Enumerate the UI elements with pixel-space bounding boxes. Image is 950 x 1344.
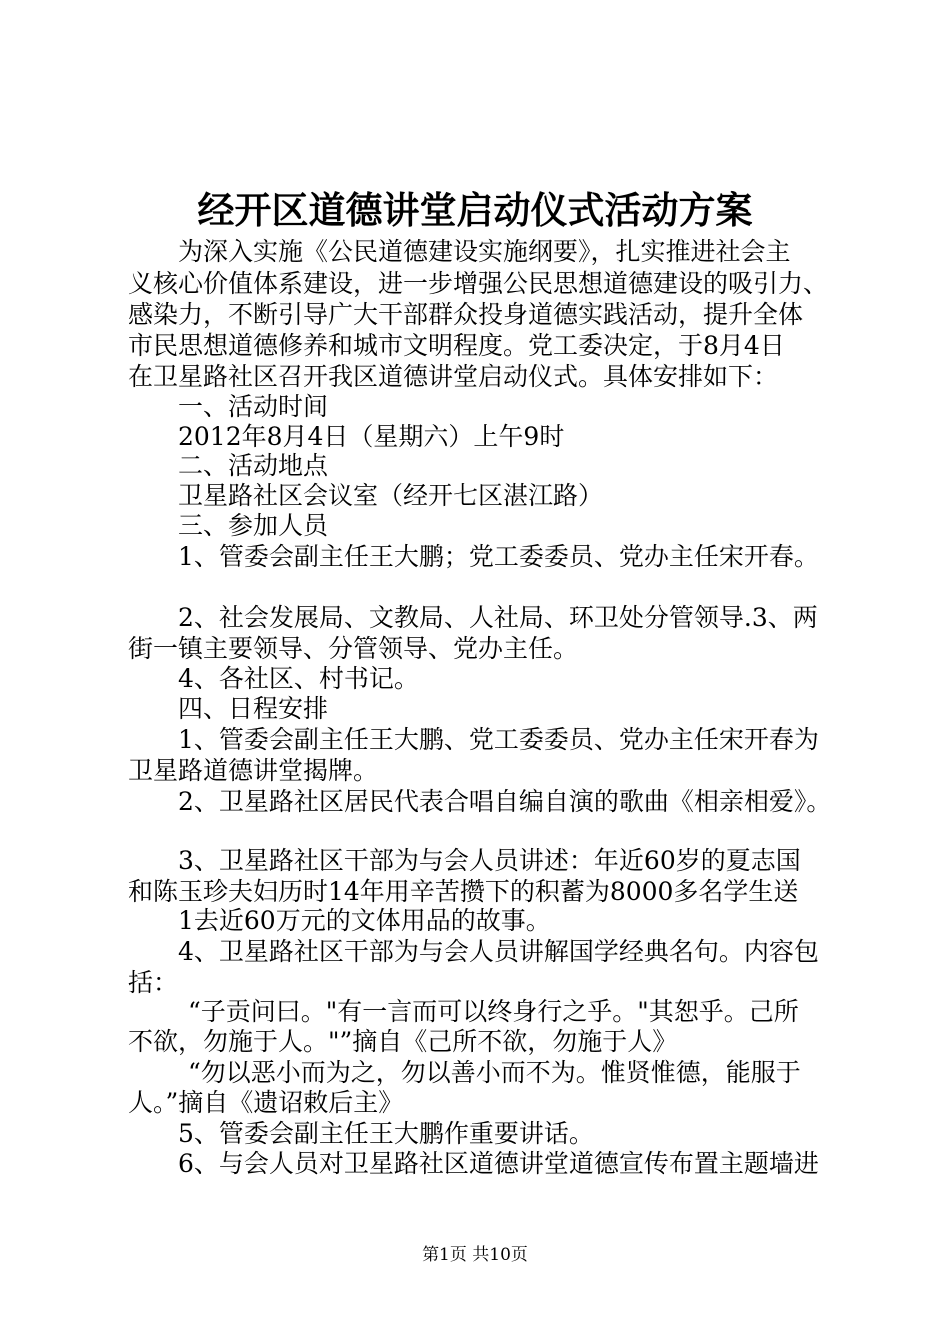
- section-heading: 四、日程安排: [178, 694, 329, 723]
- paragraph-line: 2012年8月4日（星期六）上午9时: [178, 422, 565, 451]
- paragraph-line: 卫星路社区会议室（经开七区湛江路）: [178, 481, 604, 510]
- quote-line: 人。”摘自《遗诏敕后主》: [128, 1088, 404, 1117]
- paragraph-line: 为深入实施《公民道德建设实施纲要》，扎实推进社会主: [178, 237, 791, 266]
- paragraph-line: 1去近60万元的文体用品的故事。: [178, 906, 551, 935]
- page-footer: 第1页 共10页: [422, 1245, 528, 1265]
- paragraph-line: 括：: [128, 968, 179, 997]
- list-item: 2、卫星路社区居民代表合唱自编自演的歌曲《相亲相爱》。: [178, 787, 832, 816]
- list-item: 5、管委会副主任王大鹏作重要讲话。: [178, 1119, 594, 1148]
- quote-line: 不欲，勿施于人。"”摘自《己所不欲，勿施于人》: [128, 1027, 678, 1056]
- quote-line: “勿以恶小而为之，勿以善小而不为。惟贤惟德，能服于: [188, 1058, 801, 1087]
- list-item: 2、社会发展局、文教局、人社局、环卫处分管领导.3、两: [178, 603, 818, 632]
- paragraph-line: 街一镇主要领导、分管领导、党办主任。: [128, 634, 579, 663]
- list-item: 3、卫星路社区干部为与会人员讲述：年近60岁的夏志国: [178, 846, 801, 875]
- list-item: 1、管委会副主任王大鹏；党工委委员、党办主任宋开春。: [178, 542, 819, 571]
- paragraph-line: 义核心价值体系建设，进一步增强公民思想道德建设的吸引力、: [128, 269, 829, 298]
- paragraph-line: 感染力，不断引导广大干部群众投身道德实践活动，提升全体: [128, 300, 804, 329]
- list-item: 1、管委会副主任王大鹏、党工委委员、党办主任宋开春为: [178, 725, 819, 754]
- paragraph-line: 在卫星路社区召开我区道德讲堂启动仪式。具体安排如下：: [128, 362, 779, 391]
- paragraph-line: 卫星路道德讲堂揭牌。: [128, 756, 379, 785]
- list-item: 6、与会人员对卫星路社区道德讲堂道德宣传布置主题墙进: [178, 1149, 819, 1178]
- section-heading: 三、参加人员: [178, 511, 329, 540]
- paragraph-line: 市民思想道德修养和城市文明程度。党工委决定，于8月4日: [128, 331, 785, 360]
- quote-line: “子贡问曰。"有一言而可以终身行之乎。"其恕乎。己所: [188, 997, 799, 1026]
- paragraph-line: 和陈玉珍夫妇历时14年用辛苦攒下的积蓄为8000多名学生送: [128, 877, 799, 906]
- list-item: 4、卫星路社区干部为与会人员讲解国学经典名句。内容包: [178, 937, 819, 966]
- section-heading: 二、活动地点: [178, 451, 329, 480]
- document-title: 经开区道德讲堂启动仪式活动方案: [197, 188, 753, 232]
- list-item: 4、各社区、村书记。: [178, 664, 419, 693]
- section-heading: 一、活动时间: [178, 392, 329, 421]
